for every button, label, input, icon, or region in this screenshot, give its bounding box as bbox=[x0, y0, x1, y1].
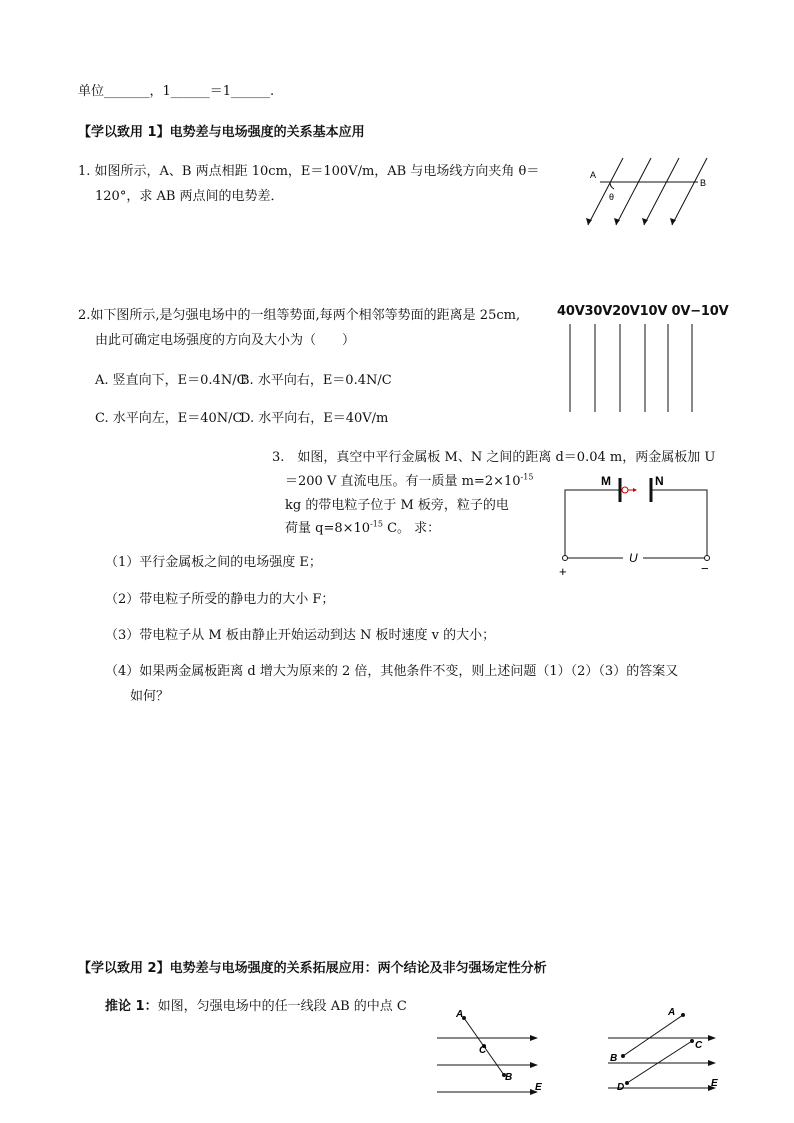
q3-subquestion-2: （2）带电粒子所受的静电力的大小 F； bbox=[105, 592, 335, 607]
q3-subquestion-1: （1）平行金属板之间的电场强度 E； bbox=[105, 555, 322, 570]
corollary1-figure-2 bbox=[603, 1003, 728, 1098]
section2-title: 【学以致用 2】电势差与电场强度的关系拓展应用：两个结论及非匀强场定性分析 bbox=[78, 961, 547, 976]
q3-text-line4 bbox=[285, 517, 440, 536]
q1-field-figure bbox=[578, 150, 718, 232]
q2-potential-labels: 40V30V20V10V 0V−10V bbox=[557, 304, 729, 319]
fig2-point-b-label: B bbox=[610, 1053, 618, 1064]
q2-equipotential-figure bbox=[560, 324, 710, 416]
corollary1-text bbox=[105, 995, 407, 1014]
q2-option-b: B. 水平向右，E＝0.4N/C bbox=[240, 373, 392, 388]
q1-angle-theta-label: θ bbox=[609, 192, 615, 202]
fig1-point-c-label: C bbox=[479, 1045, 487, 1056]
q3-subquestion-4-line2: 如何？ bbox=[130, 689, 170, 704]
q3-voltage-label: U bbox=[629, 551, 638, 565]
fig2-field-e-label: E bbox=[711, 1078, 718, 1089]
fig1-point-b-label: B bbox=[505, 1072, 513, 1083]
corollary1-statement: 如图，匀强电场中的任一线段 AB 的中点 C bbox=[157, 999, 407, 1014]
q2-option-a: A. 竖直向下，E＝0.4N/C bbox=[95, 373, 247, 388]
q3-capacitor-circuit-figure bbox=[555, 468, 725, 580]
corollary1-figure-1 bbox=[432, 1005, 552, 1100]
q1-text-line1: 1. 如图所示，A、B 两点相距 10cm，E＝100V/m，AB 与电场线方向夹角 θ＝ bbox=[78, 164, 540, 179]
q3-subquestion-4-line1: （4）如果两金属板距离 d 增大为原来的 2 倍，其他条件不变，则上述问题（1）（2）（3）的答案又 bbox=[105, 664, 679, 679]
q3-plate-n-label: N bbox=[655, 474, 664, 488]
q3-text-line1: 3. 如图，真空中平行金属板 M、N 之间的距离 d＝0.04 m，两金属板加 U bbox=[272, 450, 716, 465]
q3-charge-exponent: -15 bbox=[370, 519, 383, 529]
q3-text-line3: kg 的带电粒子位于 M 板旁，粒子的电 bbox=[285, 498, 509, 513]
q3-charge-suffix: C。 求： bbox=[382, 521, 441, 536]
q3-charge-text: 荷量 q=8×10 bbox=[285, 521, 371, 536]
section1-title: 【学以致用 1】电势差与电场强度的关系基本应用 bbox=[78, 125, 365, 140]
q3-plus-terminal: + bbox=[559, 564, 567, 579]
q2-text-line1: 2.如下图所示,是匀强电场中的一组等势面,每两个相邻等势面的距离是 25cm, bbox=[78, 308, 521, 323]
fig1-field-e-label: E bbox=[535, 1082, 542, 1093]
fig2-point-d-label: D bbox=[617, 1082, 625, 1093]
fig2-point-a-label: A bbox=[668, 1007, 676, 1018]
q2-option-c: C. 水平向左，E＝40N/C bbox=[95, 411, 243, 426]
q3-plate-m-label: M bbox=[601, 474, 611, 488]
q3-mass-exponent: -15 bbox=[520, 472, 534, 482]
fig1-point-a-label: A bbox=[456, 1009, 464, 1020]
fig2-point-c-label: C bbox=[695, 1040, 703, 1051]
q1-text-line2: 120°，求 AB 两点间的电势差． bbox=[95, 189, 284, 204]
q3-subquestion-3: （3）带电粒子从 M 板由静止开始运动到达 N 板时速度 v 的大小； bbox=[105, 628, 496, 643]
q3-minus-terminal: − bbox=[701, 561, 709, 576]
units-blank-line: 单位_______，1______＝1______. bbox=[78, 84, 275, 99]
q2-text-line2: 由此可确定电场强度的方向及大小为（ ） bbox=[95, 333, 356, 348]
q3-mass-text: ＝200 V 直流电压。有一质量 m=2×10 bbox=[285, 474, 521, 489]
q1-point-a-label: A bbox=[590, 170, 597, 180]
q3-text-line2 bbox=[285, 470, 533, 489]
corollary1-label: 推论 1： bbox=[105, 999, 158, 1014]
q2-option-d: D. 水平向右，E＝40V/m bbox=[240, 411, 389, 426]
q1-point-b-label: B bbox=[700, 178, 707, 188]
